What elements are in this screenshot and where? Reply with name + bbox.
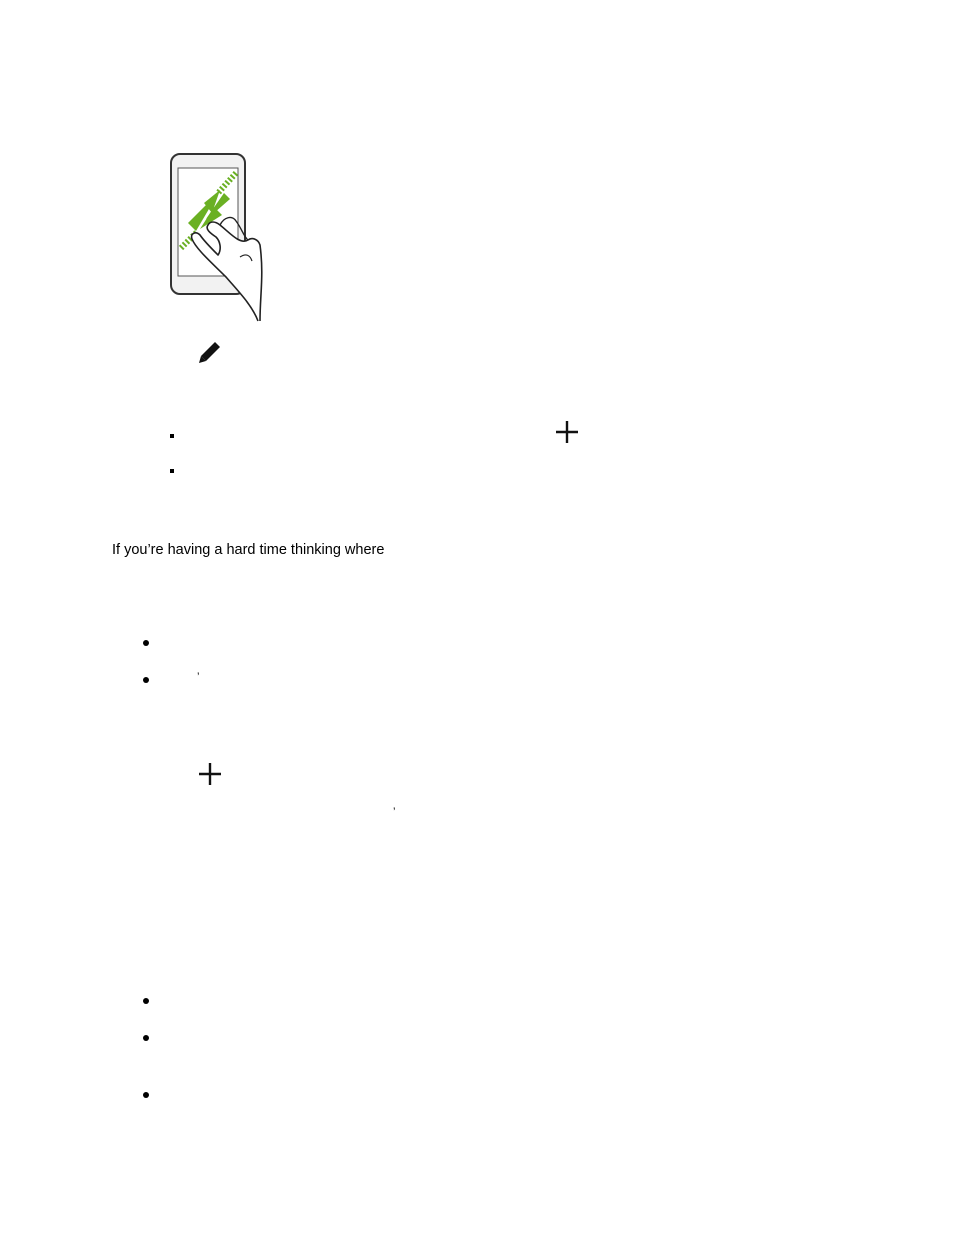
plus-icon — [554, 419, 580, 445]
body-paragraph: If you’re having a hard time thinking where — [112, 542, 385, 558]
pinch-gesture-illustration — [160, 145, 310, 325]
square-bullet — [170, 434, 174, 438]
list-bullet — [143, 1035, 149, 1041]
plus-icon — [197, 761, 223, 787]
list-bullet — [143, 998, 149, 1004]
pencil-icon — [197, 339, 223, 365]
apostrophe-mark: ’ — [197, 671, 200, 683]
apostrophe-mark: ’ — [393, 806, 396, 818]
list-bullet — [143, 1092, 149, 1098]
list-bullet — [143, 677, 149, 683]
list-bullet — [143, 640, 149, 646]
square-bullet — [170, 469, 174, 473]
